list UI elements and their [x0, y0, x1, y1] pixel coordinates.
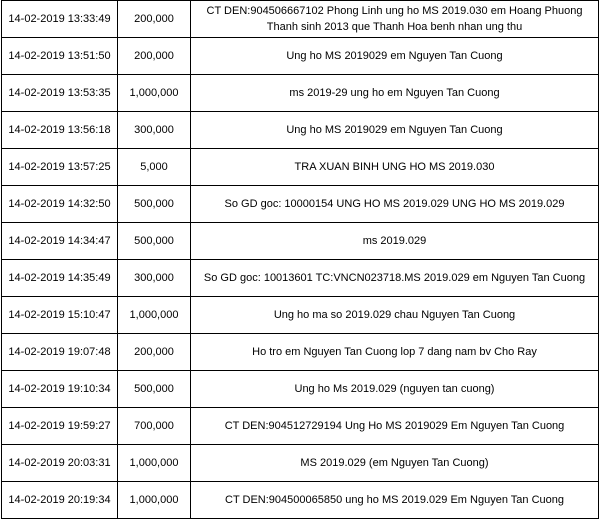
description-cell: CT DEN:904512729194 Ung Ho MS 2019029 Em Nguyen Tan Cuong	[191, 408, 599, 445]
datetime-cell: 14-02-2019 20:19:34	[2, 482, 118, 519]
amount-cell: 500,000	[118, 223, 191, 260]
table-row	[2, 38, 599, 75]
table-row	[2, 482, 599, 519]
description-cell: CT DEN:904506667102 Phong Linh ung ho MS 2019.030 em Hoang Phuong Thanh sinh 2013 que Thanh Hoa benh nhan ung thu	[191, 1, 599, 38]
table-row	[2, 445, 599, 482]
description-cell: So GD goc: 10013601 TC:VNCN023718.MS 2019.029 em Nguyen Tan Cuong	[191, 260, 599, 297]
amount-cell: 300,000	[118, 260, 191, 297]
table-row	[2, 186, 599, 223]
amount-cell: 1,000,000	[118, 297, 191, 334]
amount-cell: 500,000	[118, 186, 191, 223]
amount-cell: 1,000,000	[118, 75, 191, 112]
description-cell: Ung ho Ms 2019.029 (nguyen tan cuong)	[191, 371, 599, 408]
amount-cell: 500,000	[118, 371, 191, 408]
description-cell: MS 2019.029 (em Nguyen Tan Cuong)	[191, 445, 599, 482]
table-row	[2, 260, 599, 297]
amount-cell: 200,000	[118, 38, 191, 75]
table-row	[2, 75, 599, 112]
description-cell: ms 2019.029	[191, 223, 599, 260]
transaction-rows	[2, 1, 599, 519]
table-row	[2, 112, 599, 149]
description-cell: So GD goc: 10000154 UNG HO MS 2019.029 UNG HO MS 2019.029	[191, 186, 599, 223]
amount-cell: 300,000	[118, 112, 191, 149]
datetime-cell: 14-02-2019 13:53:35	[2, 75, 118, 112]
amount-cell: 1,000,000	[118, 482, 191, 519]
amount-cell: 200,000	[118, 1, 191, 38]
table-row	[2, 297, 599, 334]
datetime-cell: 14-02-2019 14:34:47	[2, 223, 118, 260]
transaction-table	[1, 0, 599, 519]
datetime-cell: 14-02-2019 13:33:49	[2, 1, 118, 38]
description-cell: Ung ho MS 2019029 em Nguyen Tan Cuong	[191, 112, 599, 149]
datetime-cell: 14-02-2019 13:56:18	[2, 112, 118, 149]
datetime-cell: 14-02-2019 20:03:31	[2, 445, 118, 482]
table-row	[2, 334, 599, 371]
description-cell: Ho tro em Nguyen Tan Cuong lop 7 dang nam bv Cho Ray	[191, 334, 599, 371]
description-cell: CT DEN:904500065850 ung ho MS 2019.029 Em Nguyen Tan Cuong	[191, 482, 599, 519]
table-row	[2, 1, 599, 38]
datetime-cell: 14-02-2019 14:35:49	[2, 260, 118, 297]
datetime-cell: 14-02-2019 14:32:50	[2, 186, 118, 223]
description-cell: TRA XUAN BINH UNG HO MS 2019.030	[191, 149, 599, 186]
table-row	[2, 371, 599, 408]
amount-cell: 5,000	[118, 149, 191, 186]
datetime-cell: 14-02-2019 19:10:34	[2, 371, 118, 408]
description-cell: ms 2019-29 ung ho em Nguyen Tan Cuong	[191, 75, 599, 112]
datetime-cell: 14-02-2019 19:59:27	[2, 408, 118, 445]
datetime-cell: 14-02-2019 15:10:47	[2, 297, 118, 334]
description-cell: Ung ho MS 2019029 em Nguyen Tan Cuong	[191, 38, 599, 75]
description-cell: Ung ho ma so 2019.029 chau Nguyen Tan Cuong	[191, 297, 599, 334]
table-row	[2, 223, 599, 260]
datetime-cell: 14-02-2019 13:57:25	[2, 149, 118, 186]
table-row	[2, 149, 599, 186]
amount-cell: 200,000	[118, 334, 191, 371]
datetime-cell: 14-02-2019 19:07:48	[2, 334, 118, 371]
datetime-cell: 14-02-2019 13:51:50	[2, 38, 118, 75]
amount-cell: 700,000	[118, 408, 191, 445]
amount-cell: 1,000,000	[118, 445, 191, 482]
table-row	[2, 408, 599, 445]
